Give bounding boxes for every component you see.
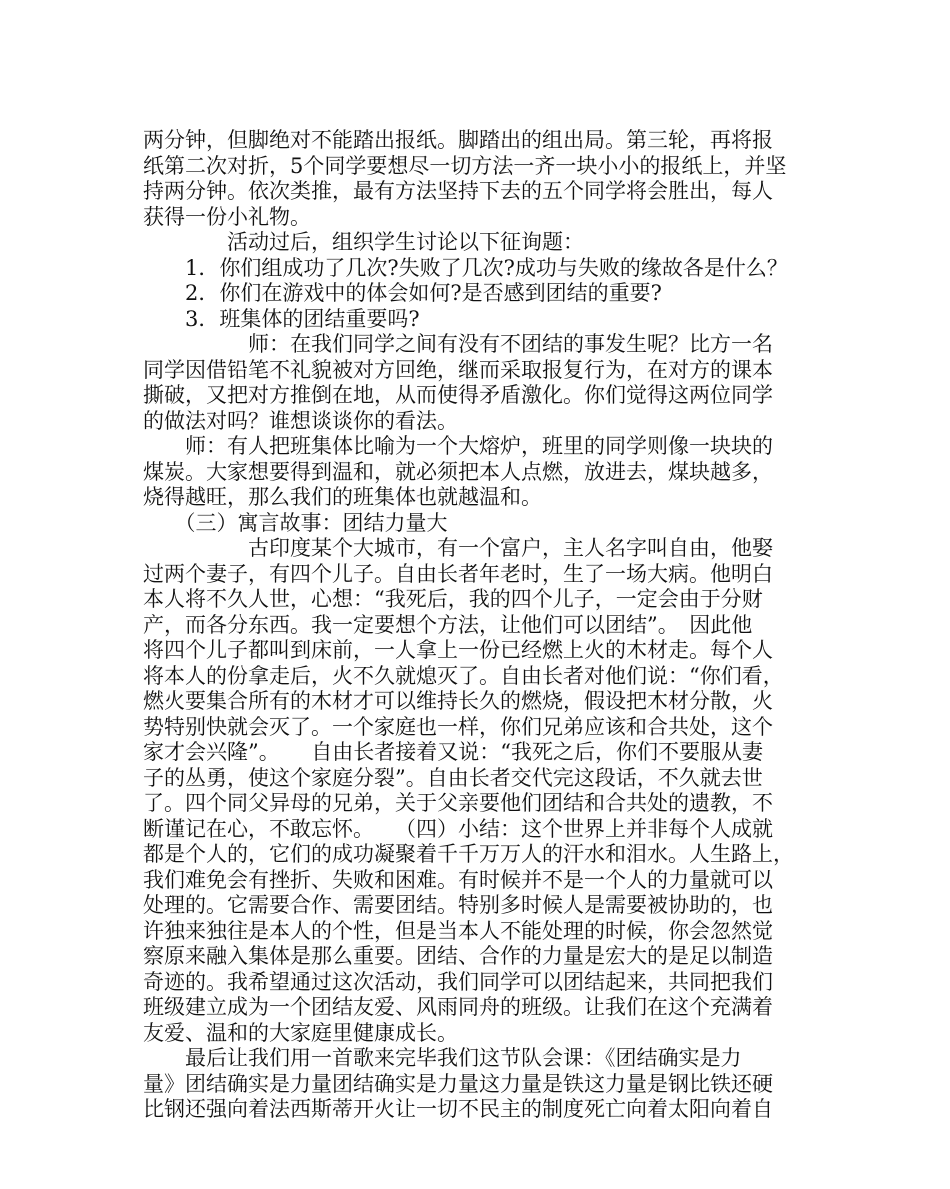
text-line: 量》团结确实是力量团结确实是力量这力量是铁这力量是钢比铁还硬 [143, 1071, 773, 1096]
text-line: 将本人的份拿走后，火不久就熄灭了。自由长者对他们说：“你们看， [143, 663, 784, 688]
text-line: 燃火要集合所有的木材才可以维持长久的燃烧，假设把木材分散，火 [143, 689, 773, 713]
text-line: 处理的。它需要合作、需要团结。特别多时候人是需要被协助的，也 [143, 893, 773, 917]
text-line: 师：有人把班集体比喻为一个大熔炉，班里的同学则像一块块的 [143, 434, 773, 458]
text-line: 同学因借铅笔不礼貌被对方回绝，继而采取报复行为，在对方的课本 [143, 357, 773, 382]
text-line: 奇迹的。我希望通过这次活动，我们同学可以团结起来，共同把我们 [143, 969, 773, 994]
text-line: 都是个人的，它们的成功凝聚着千千万万人的汗水和泪水。人生路上， [143, 842, 794, 866]
text-line: 比钢还强向着法西斯蒂开火让一切不民主的制度死亡向着太阳向着自 [143, 1097, 773, 1121]
text-line: 活动过后，组织学生讨论以下征询题： [143, 230, 584, 254]
text-line: 了。四个同父异母的兄弟，关于父亲要他们团结和合共处的遗教，不 [143, 791, 773, 815]
text-line: 最后让我们用一首歌来完毕我们这节队会课：《团结确实是力 [143, 1046, 742, 1070]
text-line: 撕破，又把对方推倒在地，从而使得矛盾激化。你们觉得这两位同学 [143, 383, 773, 407]
document-body [143, 128, 808, 1123]
text-line: 许独来独往是本人的个性，但是当本人不能处理的时候，你会忽然觉 [143, 918, 773, 943]
text-line: 将四个儿子都叫到床前，一人拿上一份已经燃上火的木材走。每个人 [143, 638, 773, 662]
text-line: 断谨记在心，不敢忘怀。 （四）小结：这个世界上并非每个人成就 [143, 816, 773, 841]
text-line: 3．班集体的团结重要吗? [143, 306, 420, 331]
text-line: 我们难免会有挫折、失败和困难。有时候并不是一个人的力量就可以 [143, 867, 773, 892]
text-line: （三）寓言故事：团结力量大 [143, 510, 448, 535]
text-line: 煤炭。大家想要得到温和，就必须把本人点燃，放进去，煤块越多， [143, 459, 773, 484]
text-line: 烧得越旺，那么我们的班集体也就越温和。 [143, 485, 542, 509]
text-line: 友爱、温和的大家庭里健康成长。 [143, 1020, 458, 1045]
text-line: 持两分钟。依次类推，最有方法坚持下去的五个同学将会胜出，每人 [143, 179, 773, 203]
text-line: 两分钟，但脚绝对不能踏出报纸。脚踏出的组出局。第三轮，再将报 [143, 128, 773, 152]
text-line: 古印度某个大城市，有一个富户，主人名字叫自由，他娶 [143, 536, 773, 560]
text-line: 1．你们组成功了几次?失败了几次?成功与失败的缘故各是什么？ [143, 255, 788, 280]
text-line: 势特别快就会灭了。一个家庭也一样，你们兄弟应该和合共处，这个 [143, 714, 773, 739]
text-line: 家才会兴隆”。 自由长者接着又说：“我死之后，你们不要服从妻 [143, 740, 763, 764]
text-line: 产，而各分东西。我一定要想个方法，让他们可以团结”。 因此他 [143, 612, 753, 637]
text-line: 班级建立成为一个团结友爱、风雨同舟的班级。让我们在这个充满着 [143, 995, 773, 1019]
text-line: 子的丛勇，使这个家庭分裂”。自由长者交代完这段话，不久就去世 [143, 765, 763, 790]
text-line: 过两个妻子，有四个儿子。自由长者年老时，生了一场大病。他明白 [143, 561, 773, 586]
text-line: 本人将不久人世，心想：“我死后，我的四个儿子，一定会由于分财 [143, 587, 763, 611]
text-line: 纸第二次对折，5个同学要想尽一切方法一齐一块小小的报纸上，并坚 [143, 153, 787, 178]
text-line: 师：在我们同学之间有没有不团结的事发生呢？比方一名 [143, 332, 773, 356]
text-line: 2．你们在游戏中的体会如何?是否感到团结的重要? [143, 281, 662, 305]
text-line: 获得一份小礼物。 [143, 204, 311, 229]
text-line: 的做法对吗？谁想谈谈你的看法。 [143, 408, 458, 433]
text-line: 察原来融入集体是那么重要。团结、合作的力量是宏大的是足以制造 [143, 944, 773, 968]
